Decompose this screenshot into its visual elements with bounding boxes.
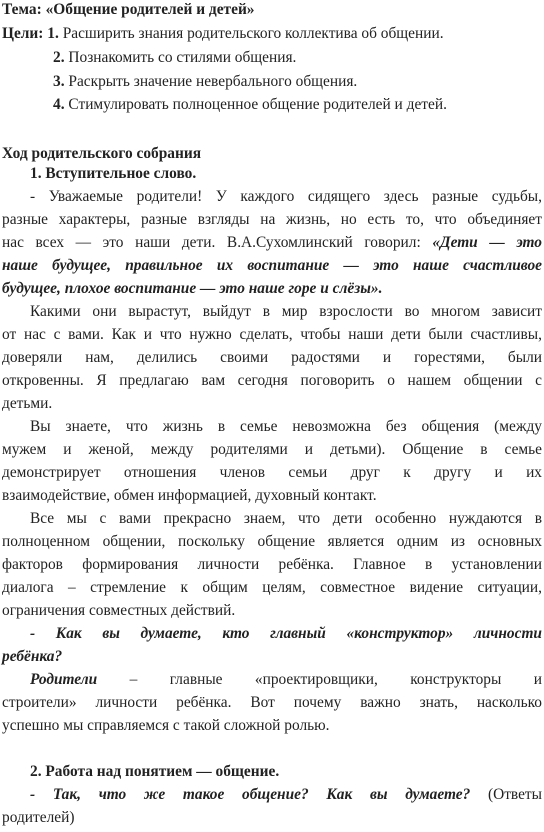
- goal-number: 1.: [47, 25, 59, 42]
- goal-number: 2.: [53, 49, 65, 66]
- paragraph-2-line: доверяли нам, делились своими радостями и горестями, были: [2, 349, 542, 366]
- topic-value: «Общение родителей и детей»: [45, 1, 255, 18]
- section-2-title: 2. Работа над понятием — общение.: [30, 763, 280, 780]
- answer-line: строители» личности ребёнка. Вот почему важно знать, насколько: [2, 694, 542, 711]
- goal-line-4: [53, 95, 447, 115]
- question-line: - Как вы думаете, кто главный «конструктор» личности: [30, 625, 542, 642]
- answer-line: успешно мы справляемся с такой сложной ролью.: [2, 717, 330, 734]
- paragraph-2-line: от нас с вами. Как и что нужно сделать, чтобы наши дети были счастливы,: [2, 326, 542, 343]
- paragraph-4-line: диалога – стремление к общим целям, совместное видение ситуации,: [2, 579, 542, 596]
- goal-line-3: [53, 72, 357, 92]
- goal-line-2: [53, 48, 296, 68]
- topic-label: Тема:: [2, 1, 42, 18]
- quote-line: наше будущее, правильное их воспитание — это наше счастливое: [2, 257, 542, 274]
- section-1-title: 1. Вступительное слово.: [30, 165, 197, 182]
- meeting-heading: Ход родительского собрания: [2, 145, 202, 162]
- question-line: ребёнка?: [2, 648, 63, 665]
- topic-line: [2, 0, 255, 20]
- paragraph-4-line: Все мы с вами прекрасно знаем, что дети особенно нуждаются в: [30, 510, 542, 527]
- goals-label: Цели:: [2, 25, 44, 42]
- goal-line-1: [2, 24, 444, 44]
- paragraph-4-line: ограничения совместных действий.: [2, 602, 236, 619]
- section-2-question: - Так, что же такое общение? Как вы думаете?: [30, 786, 471, 803]
- paragraph-3-line: демонстрирует отношения членов семьи друг к другу и их: [2, 464, 542, 481]
- answer-lead: Родители: [30, 671, 98, 688]
- paragraph-4-line: факторов формирования личности ребёнка. Главное в установлении: [2, 556, 542, 573]
- goal-text: Раскрыть значение невербального общения.: [68, 73, 358, 90]
- quote-start: «Дети — это: [432, 234, 542, 251]
- goal-text: Расширить знания родительского коллектива об общении.: [62, 25, 444, 42]
- paragraph-3-line: мужем и женой, между родителями и детьми). Общение в семье: [2, 441, 542, 458]
- paragraph-4-line: полноценном общении, поскольку общение является одним из основных: [2, 533, 542, 550]
- paragraph-1-line: [2, 233, 542, 253]
- section-2-question-end: родителей): [2, 809, 75, 826]
- paragraph-3-line: Вы знаете, что жизнь в семье невозможна без общения (между: [30, 418, 542, 435]
- goal-text: Стимулировать полноценное общение родителей и детей.: [68, 96, 447, 113]
- goal-text: Познакомить со стилями общения.: [68, 49, 297, 66]
- goal-number: 4.: [53, 96, 65, 113]
- paragraph-1-text: нас всех — это наши дети. В.А.Сухомлинский говорил:: [2, 234, 433, 251]
- paragraph-1-line: - Уважаемые родители! У каждого сидящего здесь разные судьбы,: [30, 188, 542, 205]
- section-2-question-note: (Ответы: [470, 786, 542, 803]
- goal-number: 3.: [53, 73, 65, 90]
- answer-line: [30, 670, 542, 690]
- answer-text: – главные «проектировщики, конструкторы и: [97, 671, 542, 688]
- section-2-question-line: [30, 785, 542, 805]
- paragraph-1-line: разные характеры, разные взгляды на жизнь, но есть то, что объединяет: [2, 211, 542, 228]
- paragraph-2-line: детьми.: [2, 395, 53, 412]
- paragraph-2-line: откровенны. Я предлагаю вам сегодня поговорить о нашем общении с: [2, 372, 542, 389]
- paragraph-3-line: взаимодействие, обмен информацией, духовный контакт.: [2, 487, 377, 504]
- paragraph-2-line: Какими они вырастут, выйдут в мир взрослости во многом зависит: [30, 303, 542, 320]
- quote-line: будущее, плохое воспитание — это наше горе и слёзы».: [2, 280, 383, 297]
